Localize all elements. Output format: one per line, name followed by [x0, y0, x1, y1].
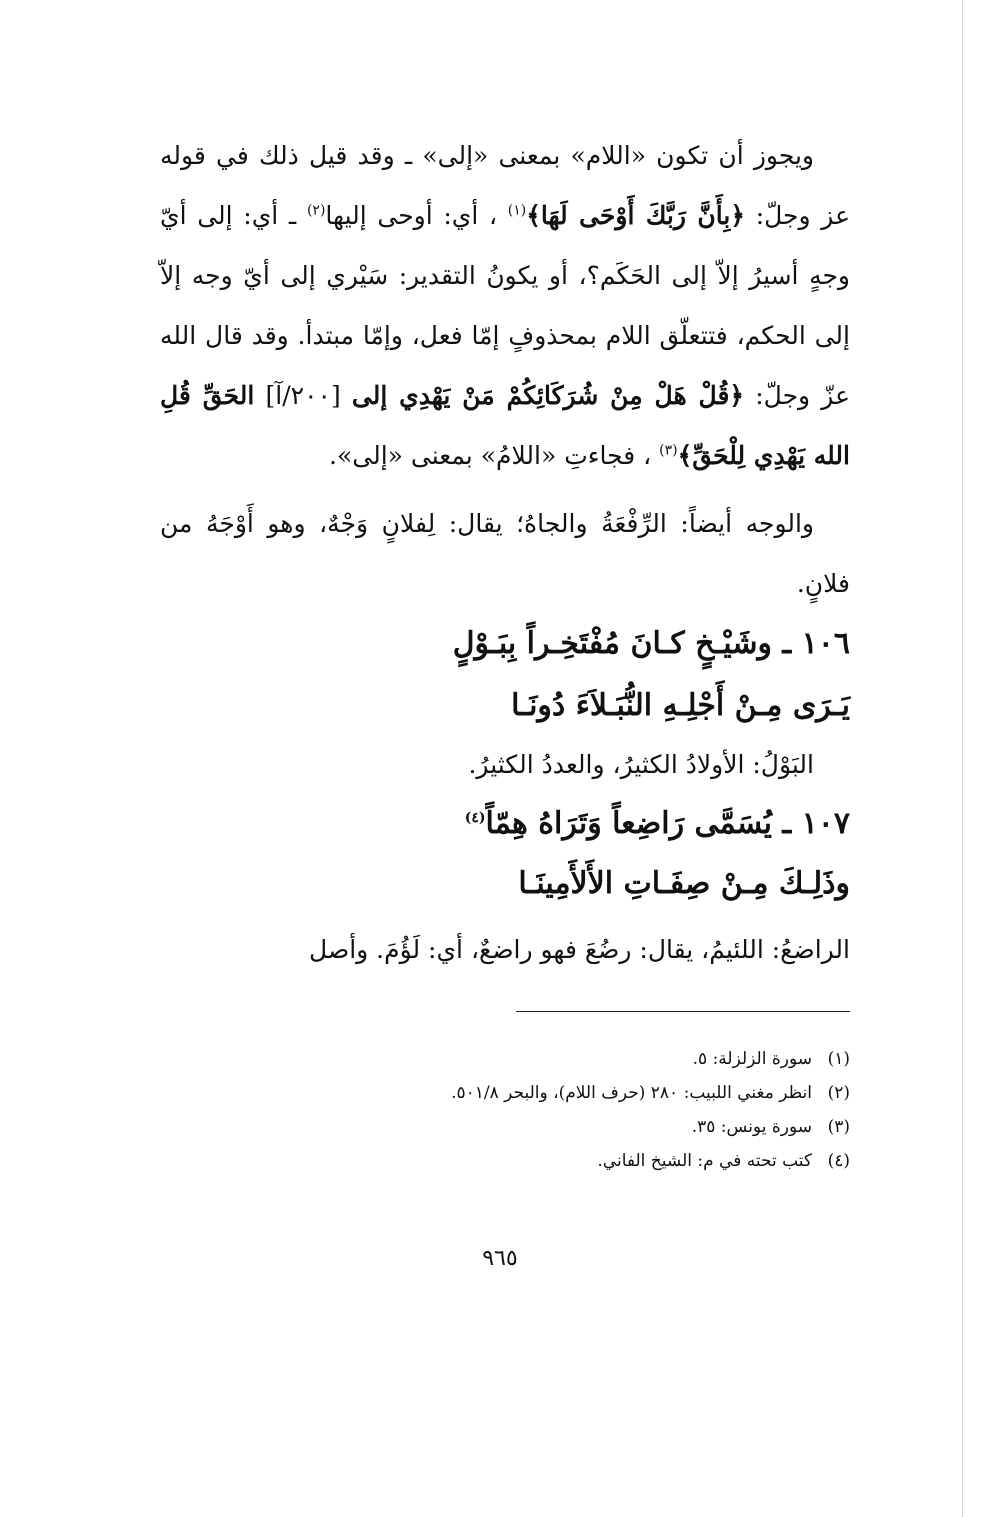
- footnote-2: [300, 1076, 850, 1110]
- verse-107-second-hemistich: وذَلِـكَ مِـنْ صِفَـاتِ الأَلأَمِينَـا: [518, 866, 850, 901]
- footnote-4: [300, 1144, 850, 1178]
- footnote-text: سورة الزلزلة: ٥.: [692, 1049, 812, 1069]
- footnote-text: كتب تحته في م: الشيخ الفاني.: [597, 1151, 812, 1171]
- footnote-ref-1: (١): [507, 202, 527, 219]
- footnote-1: [300, 1042, 850, 1076]
- text-span: ويجوز أن تكون «اللام» بمعنى «إلى» ـ وقد قيل ذلك في قوله عز وجلّ:: [160, 141, 850, 230]
- verse-107-first-hemistich: [160, 806, 850, 841]
- quran-quote-2b: الحَقِّ قُلِ الله يَهْدِي لِلْحَقِّ﴾: [160, 381, 850, 470]
- footnote-number: (٢): [827, 1083, 850, 1103]
- page-edge-divider: [962, 0, 963, 1517]
- footnote-number: (٤): [827, 1151, 850, 1171]
- footnote-text: انظر مغني اللبيب: ٢٨٠ (حرف اللام)، والبحر ٥٠١/٨.: [451, 1083, 812, 1103]
- footnote-ref-3: (٣): [659, 442, 678, 459]
- gloss-bawl: البَوْلُ: الأولادُ الكثيرُ، والعددُ الكثيرُ.: [468, 750, 814, 779]
- footnotes: [300, 1042, 850, 1178]
- footnote-number: (٣): [827, 1117, 850, 1137]
- manuscript-folio-ref: [٢٠٠/آ]: [254, 381, 352, 410]
- verse-106-second-hemistich: يَـرَى مِـنْ أَجْلِـهِ النُّبَـلاَءَ دُونَـا: [511, 688, 850, 723]
- footnote-text: سورة يونس: ٣٥.: [691, 1117, 812, 1137]
- verse-107-text: ١٠٧ ـ يُسَمَّى رَاضِعاً وَتَرَاهُ هِمّاً: [485, 806, 850, 841]
- footnote-3: [300, 1110, 850, 1144]
- text-span: ـ أي: إلى أيّ وجهٍ أسيرُ إلاّ إلى الحَكَم؟، أو يكونُ التقدير: سَيْري إلى أيّ وجه إلاّ إلى الحكم، فتتعلّق اللام بمحذوفٍ إمّا فعل، وإمّا مبتدأ. وقد قال الله عزّ وجلّ:: [160, 201, 851, 410]
- paragraph-1: [160, 126, 850, 486]
- verse-106-first-hemistich: ١٠٦ ـ وشَيْـخٍ كـانَ مُفْتَخِـراً بِبَـوْلٍ: [452, 626, 850, 661]
- text-span: ، فجاءتِ «اللامُ» بمعنى «إلى».: [329, 441, 660, 470]
- quran-quote-2a: ﴿قُلْ هَلْ مِنْ شُرَكَائِكُمْ مَنْ يَهْدِي إلى: [351, 381, 745, 410]
- footnote-number: (١): [827, 1049, 850, 1069]
- text-span: ، أي: أوحى إليها: [325, 201, 508, 230]
- page-number: ٩٦٥: [482, 1246, 518, 1271]
- footnote-separator: [516, 1011, 850, 1012]
- gloss-radi: الراضعُ: اللئيمُ، يقال: رضُعَ فهو راضعٌ، أي: لَؤُمَ. وأصل: [309, 935, 850, 964]
- paragraph-2: والوجه أيضاً: الرِّفْعَةُ والجاهُ؛ يقال: لِفلانٍ وَجْهٌ، وهو أَوْجَهُ من فلانٍ.: [160, 509, 850, 598]
- main-text: [160, 126, 850, 614]
- footnote-ref-4: (٤): [464, 810, 486, 826]
- quran-quote-1: ﴿بِأَنَّ رَبَّكَ أَوْحَى لَهَا﴾: [526, 201, 745, 230]
- footnote-ref-2: (٢): [306, 202, 326, 219]
